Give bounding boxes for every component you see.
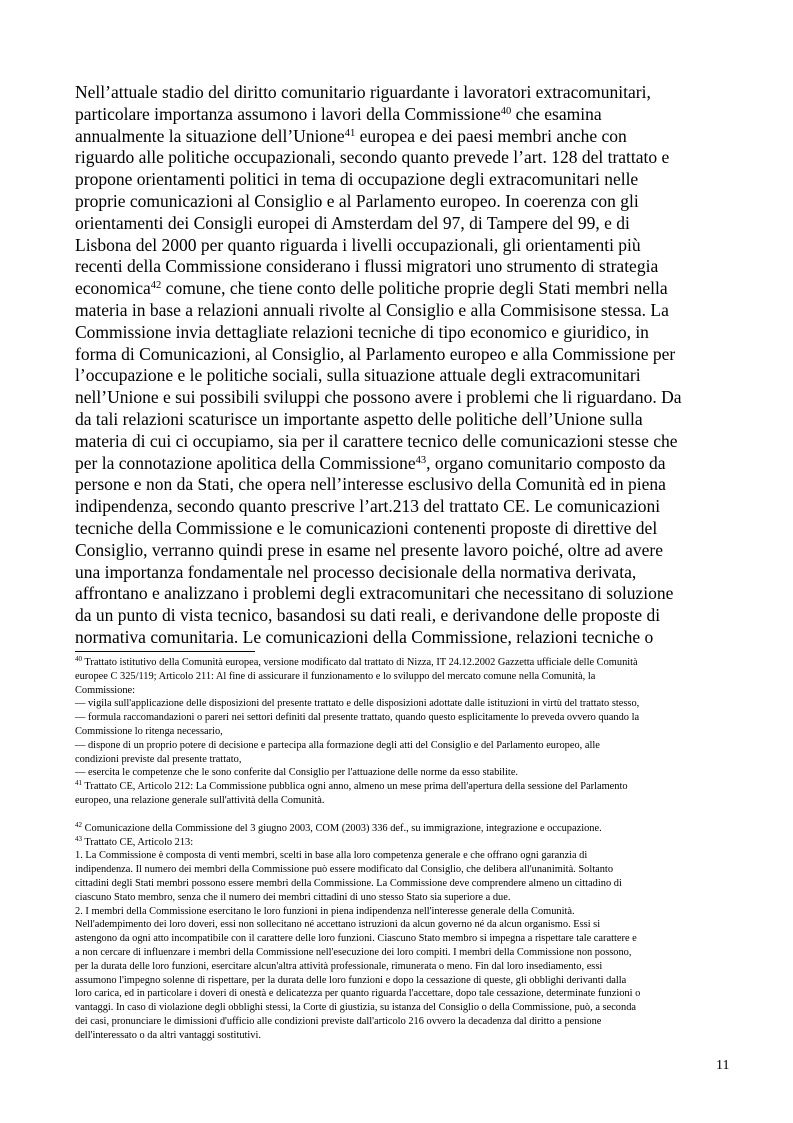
body-line: forma di Comunicazioni, al Consiglio, al Parlamento europeo e alla Commissione per	[75, 343, 676, 364]
body-line: propone orientamenti politici in tema di occupazione degli extracomunitari nelle	[75, 169, 639, 190]
body-line: recenti della Commissione considerano i flussi migratori uno strumento di strategia	[75, 256, 659, 277]
footnote-line: $^{42}$ Comunicazione della Commissione del 3 giugno 2003, COM (2003) 336 def., su immigrazione, integrazione e occupazione.	[75, 820, 602, 834]
footnote-line: europeo, una relazione generale sull'attività della Comunità.	[75, 794, 325, 806]
body-line: Lisbona del 2000 per quanto riguarda i livelli occupazionali, gli orientamenti più	[75, 234, 641, 255]
footnote-line: $^{40}$ Trattato istitutivo della Comunità europea, versione modificato dal trattato di Nizza, IT 24.12.2002 Gazzetta ufficiale delle Comunità	[75, 655, 638, 668]
body-line: Commissione invia dettagliate relazioni tecniche di tipo economico e giuridico, in	[75, 321, 649, 342]
footnote-line: condizioni previste dal presente trattato,	[75, 753, 242, 765]
footnote-line: per la durata delle loro funzioni, esercitare alcun'altra attività professionale, rimunerata o meno. Fin dal loro insediamento, essi	[75, 960, 603, 972]
footnote-line: Commissione lo ritenga necessario,	[75, 725, 223, 737]
body-line: da un punto di vista tecnico, basandosi su dati reali, e derivandone delle proposte di	[75, 605, 661, 626]
body-line: materia in base a relazioni annuali rivolte al Consiglio e alla Commisisone stessa. La	[75, 299, 669, 320]
body-line: nell’Unione e sui possibili sviluppi che possono avere i problemi che li riguardano. Da	[75, 387, 682, 408]
footnote-line: vantaggi. In caso di violazione degli obblighi stessi, la Corte di giustizia, su istanza del Consiglio o della Commissione, può, a seconda	[75, 1002, 636, 1014]
footnote-40	[75, 656, 745, 780]
footnote-line: assumono l'impegno solenne di rispettare, per la durata delle loro funzioni e dopo la cessazione di queste, gli obblighi derivanti dalla	[75, 974, 627, 986]
body-line: una importanza fondamentale nel processo decisionale della normativa derivata,	[75, 561, 637, 582]
footnote-line: astengono da ogni atto incompatibile con il carattere delle loro funzioni. Ciascuno Stato membro si impegna a rispettare tale carattere e	[75, 933, 637, 945]
page-number: 11	[716, 1058, 730, 1073]
footnote-line: dell'interessato o da altri vantaggi sostitutivi.	[75, 1029, 261, 1041]
body-paragraph	[75, 82, 738, 649]
footnote-number: 40	[75, 655, 82, 663]
body-line: per la connotazione apolitica della Commissione$^{43}$, organo comunitario composto da	[75, 452, 666, 473]
body-line: riguardo alle politiche occupazionali, secondo quanto prevede l’art. 128 del trattato e	[75, 147, 670, 168]
footnote-number: 42	[75, 820, 82, 829]
footnote-reference[interactable]: 40	[500, 105, 512, 117]
body-line: Nell’attuale stadio del diritto comunitario riguardante i lavoratori extracomunitari,	[75, 82, 651, 102]
footnote-line: $^{43}$ Trattato CE, Articolo 213:	[75, 834, 194, 848]
footnote-line: dei casi, pronunciare le dimissioni d'ufficio alle condizioni previste dall'articolo 216 ovvero la decadenza dal diritto a pensione	[75, 1015, 602, 1027]
footnote-42	[75, 822, 745, 836]
footnote-line: $^{41}$ Trattato CE, Articolo 212: La Commissione pubblica ogni anno, almeno un mese prima dell'apertura della sessione del Parlamento	[75, 779, 628, 793]
footnote-separator	[75, 651, 255, 652]
footnote-number: 43	[75, 834, 82, 843]
body-line: affrontano e analizzano i problemi degli extracomunitari che necessitano di soluzione	[75, 583, 674, 604]
footnote-line: loro carica, ed in particolare i doveri di onestà e delicatezza per quanto riguarda l'accettare, dopo tale cessazione, determinate funzioni o	[75, 988, 641, 1000]
footnote-43	[75, 836, 745, 1043]
footnote-reference[interactable]: 42	[150, 280, 162, 292]
footnote-line: — vigila sull'applicazione delle disposizioni del presente trattato e delle disposizioni adottate dalle istituzioni in virtù del trattato stesso,	[75, 698, 640, 710]
body-line: persone e non da Stati, che opera nell’interesse esclusivo della Comunità ed in piena	[75, 474, 666, 495]
footnote-line: 2. I membri della Commissione esercitano le loro funzioni in piena indipendenza nell'interesse generale della Comunità.	[75, 905, 575, 917]
footnote-reference[interactable]: 43	[415, 454, 427, 466]
footnotes	[75, 656, 745, 1043]
body-line: proprie comunicazioni al Consiglio e al Parlamento europeo. In coerenza con gli	[75, 190, 639, 211]
footnote-line: ciascuno Stato membro, senza che il numero dei membri cittadini di uno stesso Stato sia superiore a due.	[75, 891, 511, 903]
body-line: economica$^{42}$ comune, che tiene conto delle politiche proprie degli Stati membri nella	[75, 278, 668, 299]
footnote-line: indipendenza. Il numero dei membri della Commissione può essere modificato dal Consiglio, che delibera all'unanimità. Soltanto	[75, 864, 614, 876]
body-line: annualmente la situazione dell’Unione$^{41}$ europea e dei paesi membri anche con	[75, 125, 627, 146]
footnote-gap	[75, 808, 745, 822]
body-line: indipendenza, secondo quanto prescrive l’art.213 del trattato CE. Le comunicazioni	[75, 496, 661, 517]
body-line: Consiglio, verranno quindi prese in esame nel presente lavoro poiché, oltre ad avere	[75, 539, 663, 560]
footnote-line: Commissione:	[75, 684, 136, 696]
footnote-number: 41	[75, 779, 82, 788]
body-line: orientamenti dei Consigli europei di Amsterdam del 97, di Tampere del 99, e di	[75, 212, 630, 233]
footnote-line: europee C 325/119; Articolo 211: Al fine di assicurare il funzionamento e lo sviluppo del mercato comune nella Comunità, la	[75, 670, 596, 682]
footnote-reference[interactable]: 41	[344, 127, 356, 139]
footnote-line: 1. La Commissione è composta di venti membri, scelti in base alla loro competenza generale e che offrano ogni garanzia di	[75, 850, 588, 862]
body-line: da tali relazioni scaturisce un importante aspetto delle politiche dell’Unione sulla	[75, 408, 643, 429]
footnote-41	[75, 780, 745, 808]
body-line: l’occupazione e le politiche sociali, sulla situazione attuale degli extracomunitari	[75, 365, 641, 386]
footnote-line: Nell'adempimento dei loro doveri, essi non sollecitano né accettano istruzioni da alcun governo né da alcun organismo. Essi si	[75, 919, 601, 931]
body-line: tecniche della Commissione e le comunicazioni contenenti proposte di direttive del	[75, 517, 658, 538]
body-line: particolare importanza assumono i lavori della Commissione$^{40}$ che esamina	[75, 103, 602, 124]
body-line: materia di cui ci occupiamo, sia per il carattere tecnico delle comunicazioni stesse che	[75, 430, 678, 451]
footnote-line: cittadini degli Stati membri possono essere membri della Commissione. La Commissione deve comprendere almeno un cittadino di	[75, 877, 622, 889]
footnote-line: a non cercare di influenzare i membri della Commissione nell'esecuzione dei loro compiti. I membri della Commissione non possono,	[75, 946, 632, 958]
footnote-line: — esercita le competenze che le sono conferite dal Consiglio per l'attuazione delle norme da esso stabilite.	[75, 767, 519, 779]
body-line: normativa comunitaria. Le comunicazioni della Commissione, relazioni tecniche o	[75, 626, 654, 647]
footnote-line: — formula raccomandazioni o pareri nei settori definiti dal presente trattato, quando questo esplicitamente lo preveda ovvero quando la	[75, 712, 640, 724]
footnote-line: — dispone di un proprio potere di decisione e partecipa alla formazione degli atti del Consiglio e del Parlamento europeo, alle	[75, 739, 600, 751]
